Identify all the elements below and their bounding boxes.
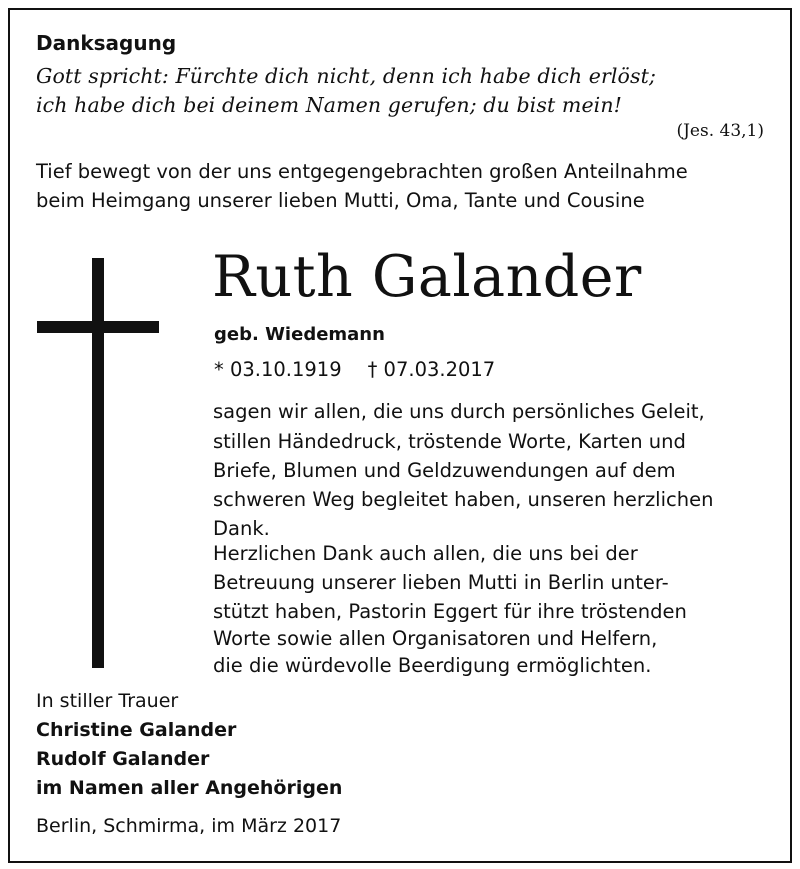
life-dates (214, 358, 495, 381)
intro-line-1: Tief bewegt von der uns entgegengebrachten großen Anteilnahme (36, 160, 688, 183)
place-date: Berlin, Schmirma, im März 2017 (36, 815, 342, 837)
birth-name: geb. Wiedemann (214, 324, 385, 345)
body-line: Dank. (213, 517, 270, 540)
body-line: schweren Weg begleitet haben, unseren herzlichen (213, 488, 714, 511)
verse-line-1: Gott spricht: Fürchte dich nicht, denn ich habe dich erlöst; (36, 64, 656, 88)
signature-name-1: Christine Galander (36, 719, 237, 741)
body-line: Herzlichen Dank auch allen, die uns bei der (213, 542, 638, 565)
signature-name-2: Rudolf Galander (36, 748, 210, 770)
body-line: Betreuung unserer lieben Mutti in Berlin unter- (213, 571, 669, 594)
body-line: Worte sowie allen Organisatoren und Helfern, (213, 627, 658, 650)
body-line: stillen Händedruck, tröstende Worte, Karten und (213, 430, 686, 453)
cross-horizontal-bar (37, 321, 159, 333)
signature-family: im Namen aller Angehörigen (36, 777, 343, 799)
body-line: stützt haben, Pastorin Eggert für ihre tröstenden (213, 600, 687, 623)
body-line: die die würdevolle Beerdigung ermöglichten. (213, 654, 652, 677)
body-line: Briefe, Blumen und Geldzuwendungen auf dem (213, 459, 676, 482)
intro-line-2: beim Heimgang unserer lieben Mutti, Oma, Tante und Cousine (36, 189, 645, 212)
body-line: sagen wir allen, die uns durch persönliches Geleit, (213, 400, 705, 423)
deceased-name: Ruth Galander (212, 244, 642, 310)
heading: Danksagung (36, 31, 177, 55)
signature-preface: In stiller Trauer (36, 690, 179, 712)
verse-reference: (Jes. 43,1) (676, 121, 764, 141)
verse-line-2: ich habe dich bei deinem Namen gerufen; du bist mein! (36, 93, 622, 117)
cross-vertical-bar (92, 258, 104, 668)
birth-date: * 03.10.1919 (214, 358, 342, 381)
death-date: † 07.03.2017 (367, 358, 496, 381)
